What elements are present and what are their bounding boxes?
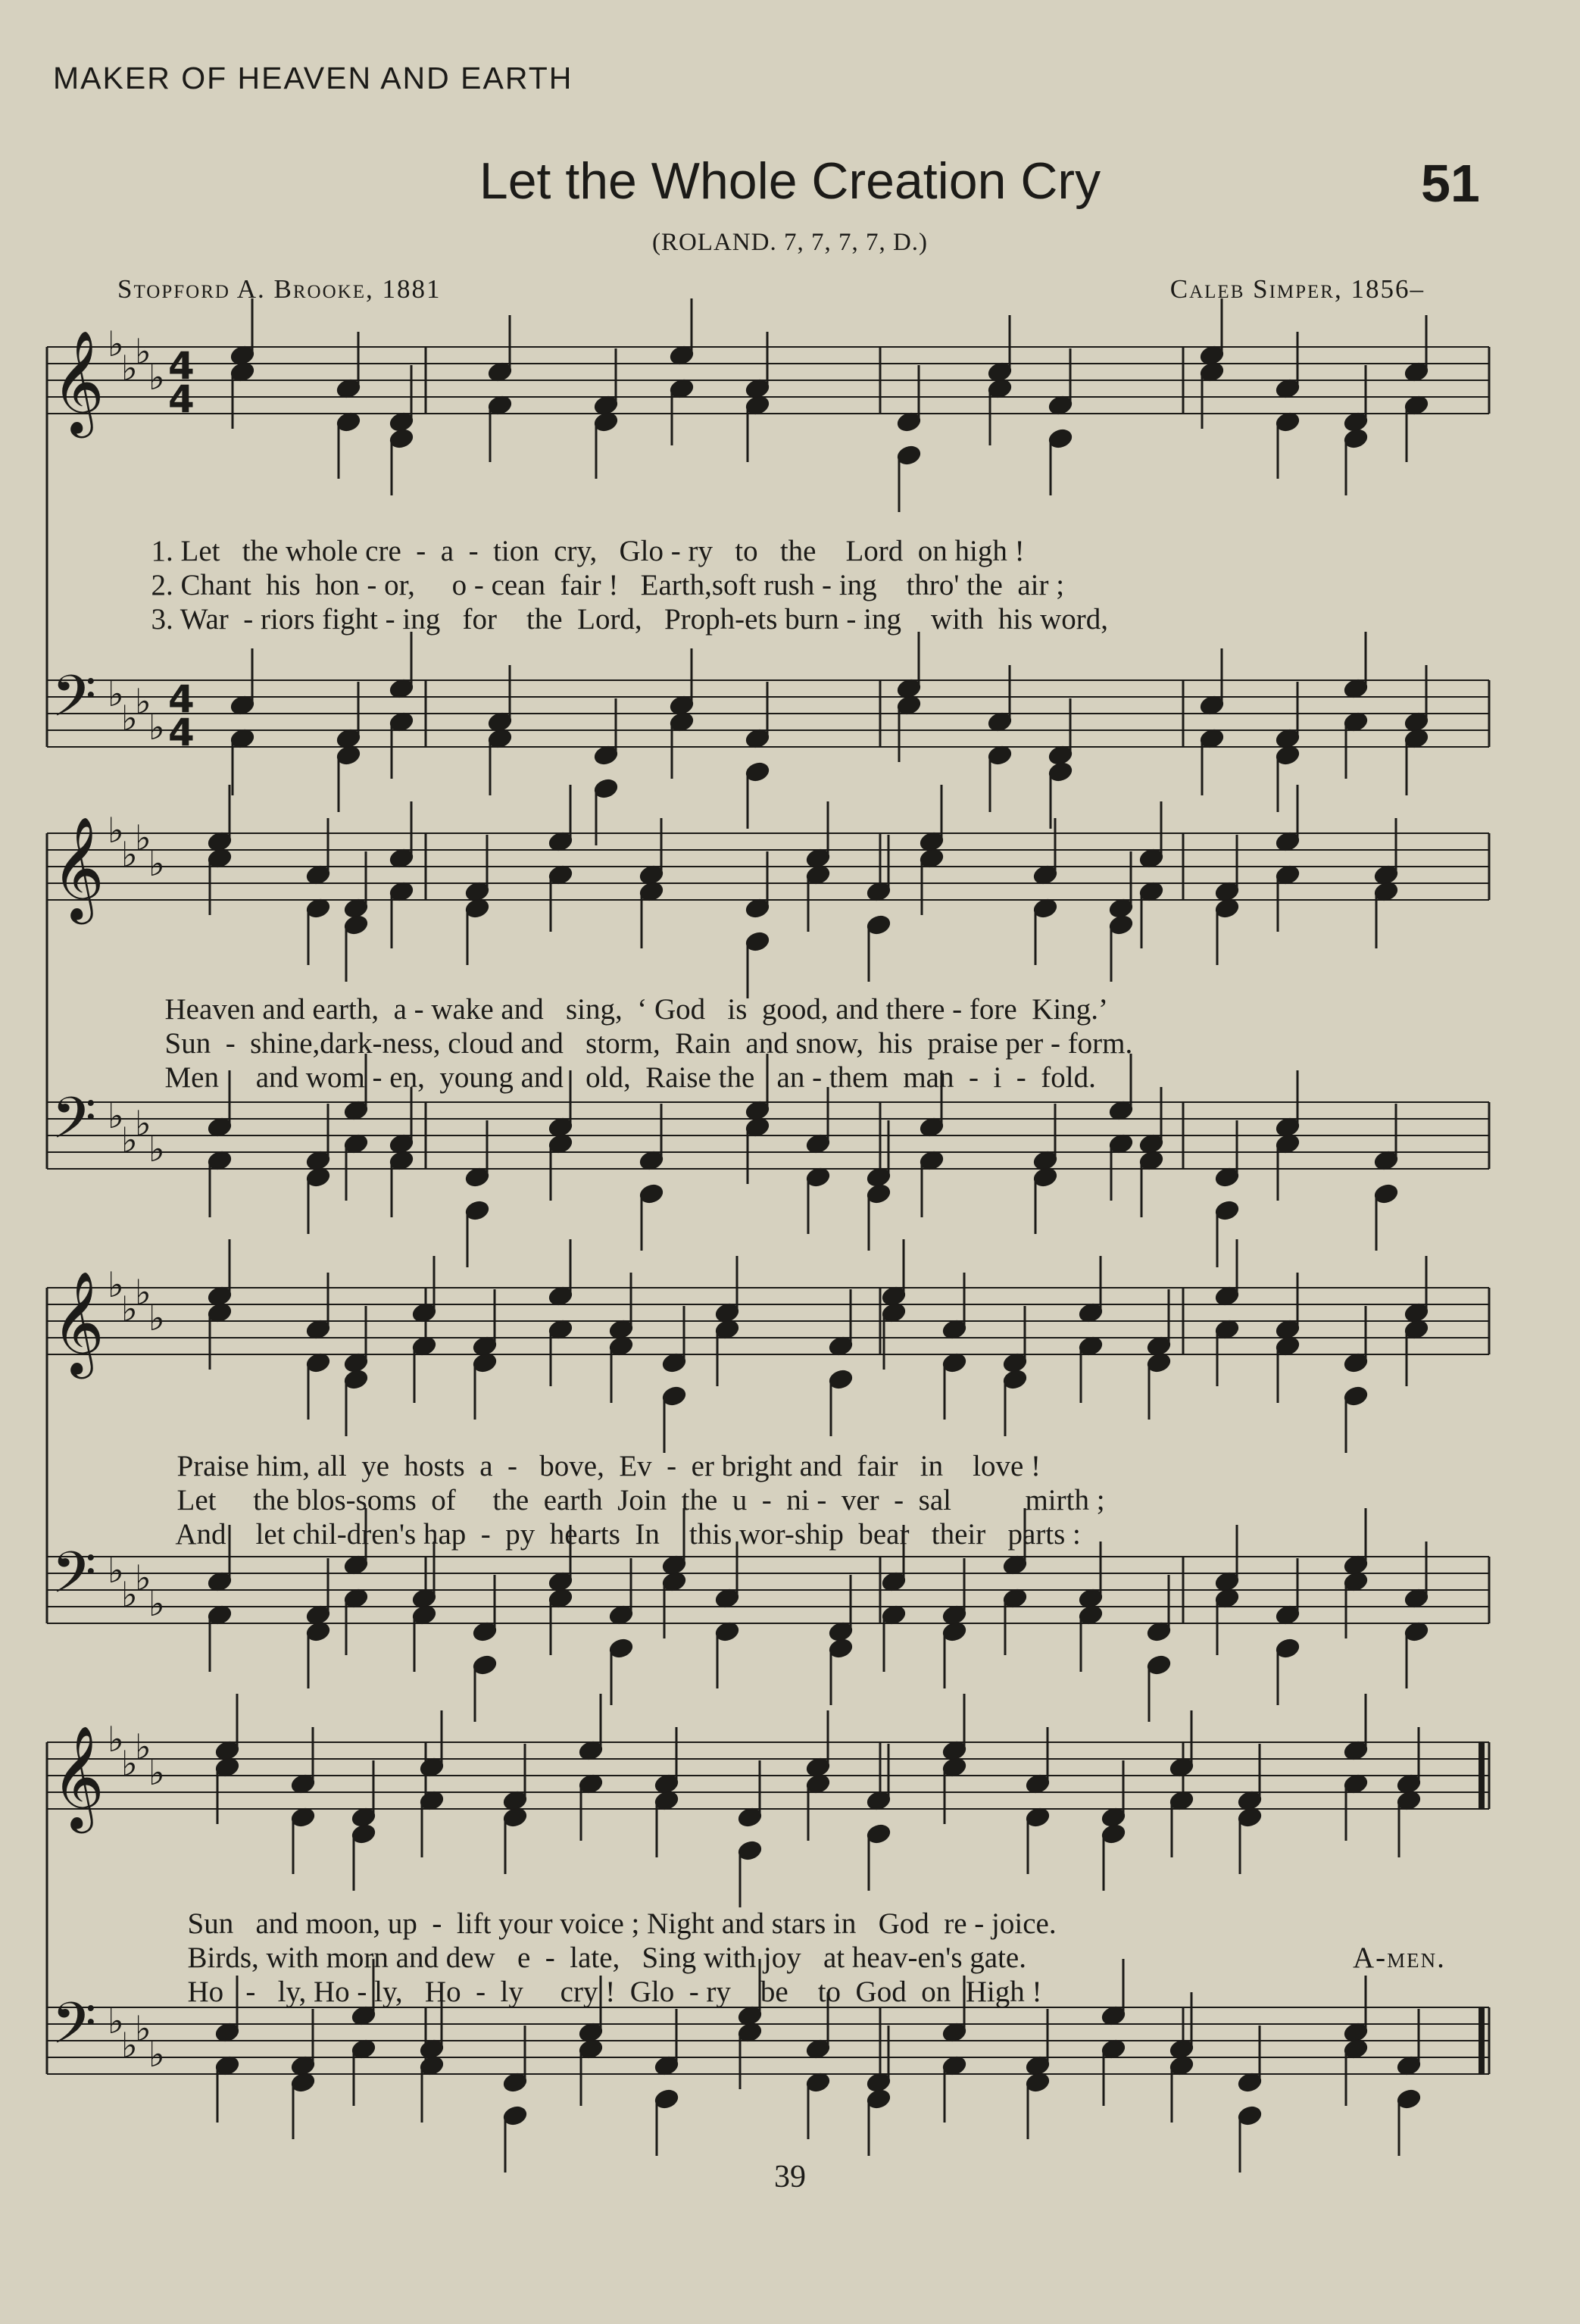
svg-text:♭: ♭: [108, 673, 124, 714]
author-credit: Stopford A. Brooke, 1881: [117, 274, 442, 304]
verse-line: Birds, with morn and dew e - late, Sing with joy at heav-en's gate.: [187, 1941, 1026, 1974]
svg-text:♭: ♭: [121, 1120, 138, 1160]
verse-line: And let chil-dren's hap - py hearts In this wor-ship bear their parts :: [175, 1518, 1081, 1551]
svg-text:♭: ♭: [135, 331, 151, 372]
svg-text:♭: ♭: [108, 1550, 124, 1591]
svg-text:4: 4: [168, 377, 195, 421]
svg-text:♭: ♭: [121, 348, 138, 389]
verse-line: Ho - ly, Ho - ly, Ho - ly cry ! Glo - ry be to God on High !: [187, 1976, 1042, 2008]
svg-text:𝄢: 𝄢: [52, 1990, 97, 2071]
svg-text:♭: ♭: [148, 2034, 165, 2075]
svg-text:♭: ♭: [108, 2001, 124, 2041]
page-number: 39: [774, 2160, 806, 2194]
svg-text:𝄞: 𝄞: [52, 1724, 105, 1829]
svg-text:♭: ♭: [148, 707, 165, 748]
svg-text:♭: ♭: [135, 1103, 151, 1144]
svg-text:4: 4: [168, 711, 195, 754]
svg-text:♭: ♭: [108, 810, 124, 851]
svg-text:♭: ♭: [148, 357, 165, 398]
verse-line: Heaven and earth, a - wake and sing, ‘ God is good, and there - fore King.’: [164, 993, 1108, 1026]
svg-text:♭: ♭: [135, 1726, 151, 1767]
svg-text:𝄞: 𝄞: [52, 1270, 105, 1374]
amen-label: A-men.: [1353, 1941, 1446, 1974]
svg-text:♭: ♭: [135, 1272, 151, 1313]
tune-name: (ROLAND. 7, 7, 7, 7, D.): [651, 229, 929, 256]
svg-text:𝄢: 𝄢: [52, 1085, 97, 1166]
svg-text:♭: ♭: [148, 1752, 165, 1793]
svg-text:♭: ♭: [135, 817, 151, 858]
svg-text:♭: ♭: [148, 843, 165, 884]
svg-text:♭: ♭: [121, 2025, 138, 2066]
svg-text:♭: ♭: [108, 1264, 124, 1305]
svg-text:4: 4: [168, 344, 195, 388]
verse-line: 2. Chant his hon - or, o - cean fair ! Earth,soft rush - ing thro' the air ;: [151, 569, 1065, 601]
svg-text:𝄞: 𝄞: [52, 329, 105, 433]
verse-line: Let the blos-soms of the earth Join the u - ni - ver - sal mirth ;: [176, 1484, 1105, 1517]
verse-line: Sun and moon, up - lift your voice ; Night and stars in God re - joice.: [187, 1907, 1057, 1940]
verse-line: Praise him, all ye hosts a - bove, Ev - er bright and fair in love !: [176, 1450, 1041, 1482]
svg-text:♭: ♭: [148, 1298, 165, 1338]
svg-text:𝄢: 𝄢: [52, 663, 97, 744]
verse-line: 1. Let the whole cre - a - tion cry, Glo - ry to the Lord on high !: [151, 535, 1025, 567]
section-heading: MAKER OF HEAVEN AND EARTH: [53, 61, 573, 95]
svg-text:♭: ♭: [108, 323, 124, 364]
svg-text:♭: ♭: [148, 1583, 165, 1624]
svg-text:♭: ♭: [135, 1557, 151, 1598]
svg-text:♭: ♭: [148, 1129, 165, 1170]
svg-text:𝄢: 𝄢: [52, 1539, 97, 1620]
verse-line: 3. War - riors fight - ing for the Lord, Proph-ets burn - ing with his word,: [151, 603, 1108, 636]
svg-text:♭: ♭: [135, 681, 151, 722]
svg-text:♭: ♭: [135, 2008, 151, 2049]
svg-text:♭: ♭: [121, 834, 138, 875]
hymn-title: Let the Whole Creation Cry: [479, 152, 1101, 210]
verse-line: Sun - shine,dark-ness, cloud and storm, Rain and snow, his praise per - form.: [164, 1027, 1133, 1060]
svg-text:♭: ♭: [108, 1719, 124, 1760]
svg-text:♭: ♭: [121, 1743, 138, 1784]
svg-text:♭: ♭: [121, 1574, 138, 1615]
svg-text:𝄞: 𝄞: [52, 815, 105, 920]
hymn-number: 51: [1421, 154, 1480, 213]
svg-text:4: 4: [168, 677, 195, 721]
verse-line: Men and wom - en, young and old, Raise the an - them man - i - fold.: [164, 1061, 1096, 1094]
svg-text:♭: ♭: [108, 1095, 124, 1136]
composer-credit: Caleb Simper, 1856–: [1169, 274, 1425, 304]
svg-text:♭: ♭: [121, 1289, 138, 1329]
svg-text:♭: ♭: [121, 698, 138, 739]
